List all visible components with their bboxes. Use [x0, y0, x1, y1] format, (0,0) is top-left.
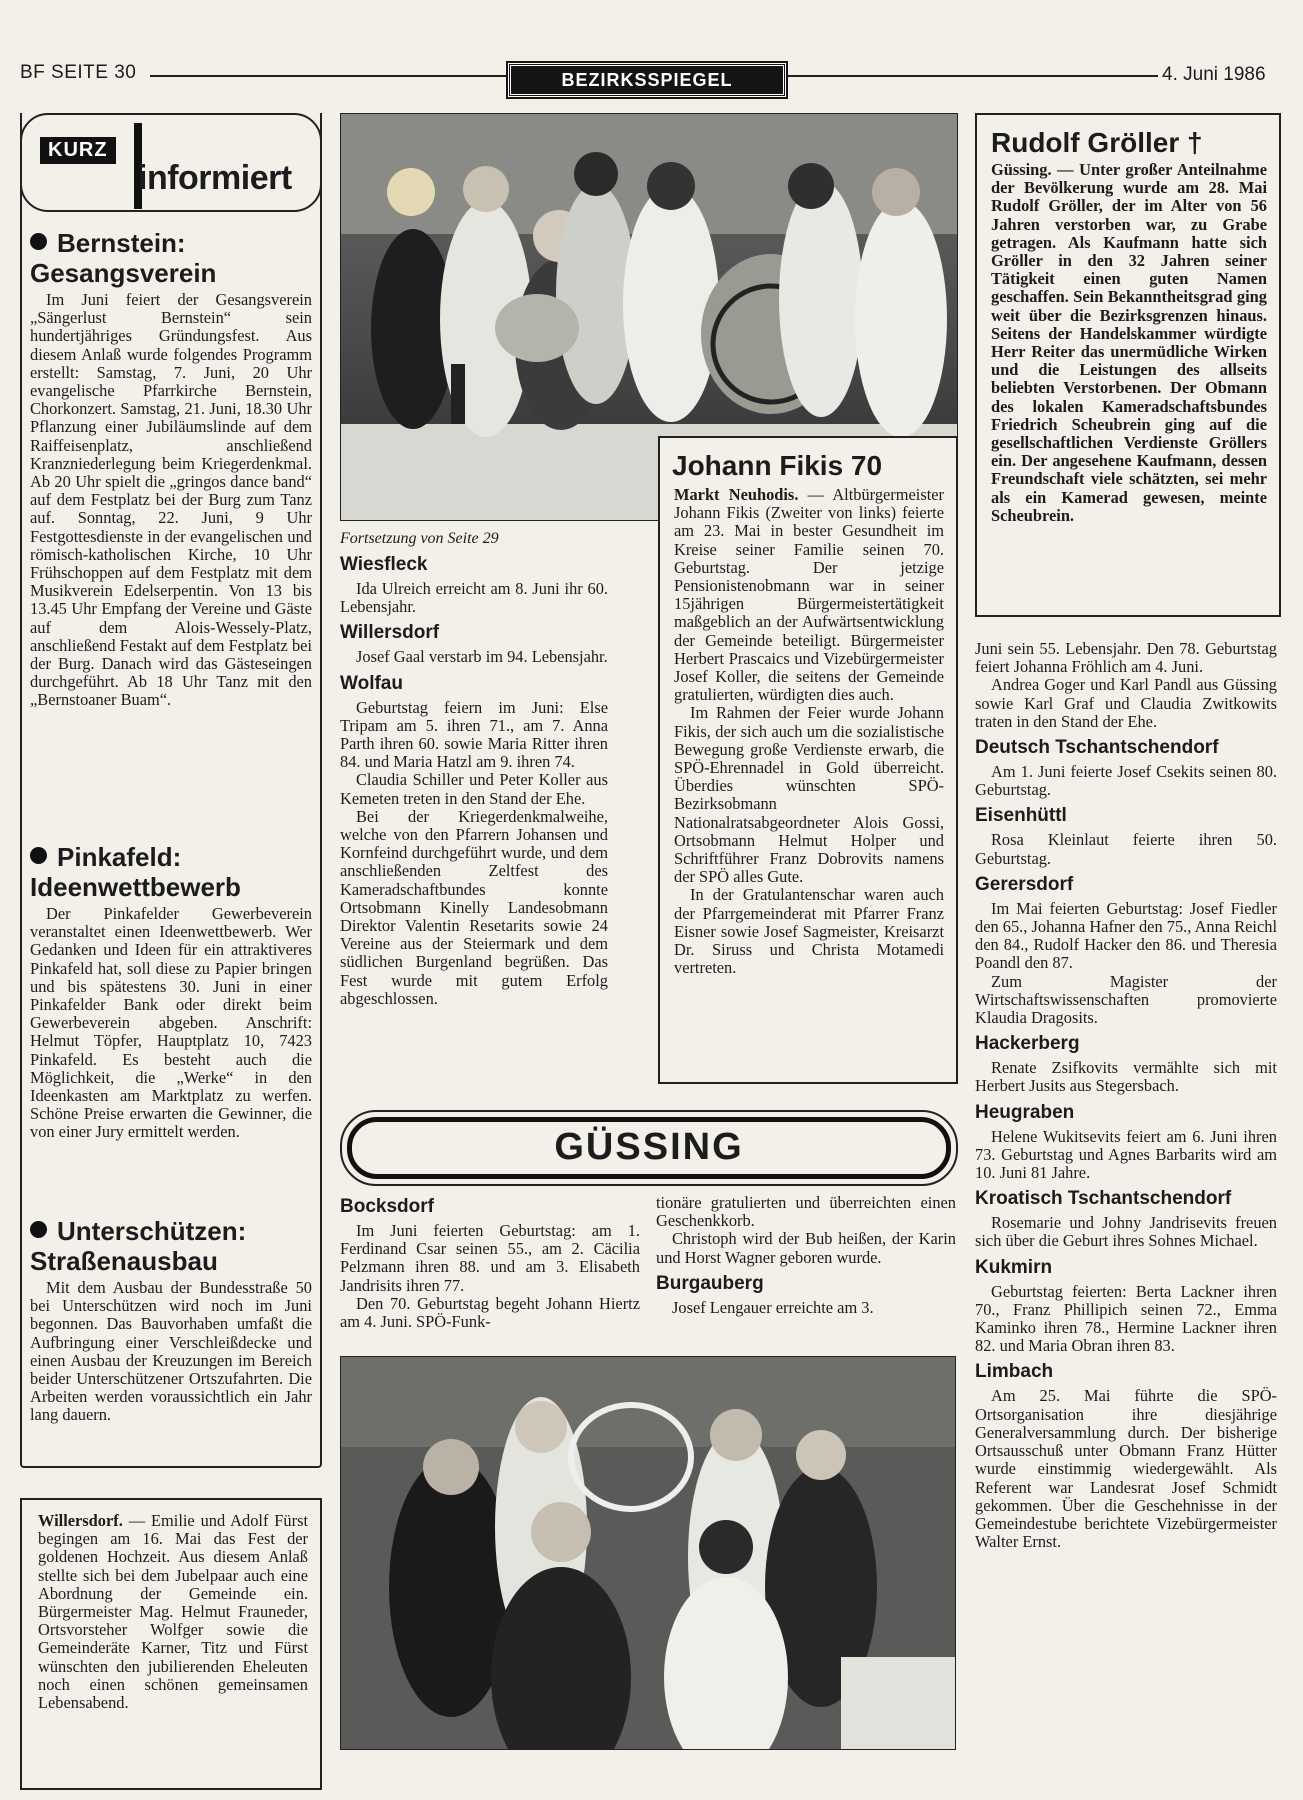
kurz-article-3	[30, 1216, 312, 1425]
place-heading: Eisenhüttl	[975, 805, 1067, 827]
page-date: 4. Juni 1986	[1162, 64, 1266, 85]
fikis-box	[658, 436, 958, 1084]
place-heading: Wiesfleck	[340, 554, 428, 575]
paragraph: Im Mai feierten Geburtstag: Josef Fiedler den 65., Johanna Hafner den 75., Anna Reichl den 84., Rudolf Hacker den 86. und Theresia Poandl den 87.	[975, 898, 1277, 973]
bullet-icon	[30, 1221, 47, 1238]
place-heading: Wolfau	[340, 672, 403, 694]
paragraph: Claudia Schiller und Peter Koller aus Kemeten treten in den Stand der Ehe.	[340, 770, 608, 808]
paragraph: Rosa Kleinlaut feierte ihren 50. Geburtstag.	[975, 830, 1277, 868]
right-column	[975, 640, 1277, 1551]
paragraph: Am 1. Juni feierte Josef Csekits seinen 80. Geburtstag.	[975, 762, 1277, 800]
fikis-lead: Markt Neuhodis.	[674, 485, 799, 504]
groller-title: Rudolf Gröller †	[991, 127, 1203, 158]
kurz-tag: KURZ	[40, 137, 116, 164]
gussing-col-1	[340, 1190, 640, 1331]
place-heading: Bocksdorf	[340, 1196, 434, 1217]
kurz-article-1-title: Bernstein: Gesangsverein	[30, 228, 217, 288]
paragraph: — Altbürgermeister Johann Fikis (Zweiter von links) feierte am 23. Mai in bester Gesundheit im Kreise seiner Familie seinen 70. Geburtstag. Der jetzige Pensionistenobmann war in seiner 15jährigen Bürgermeistertätigkeit maßgeblich an der Aufwärtsentwicklung der Gemeinde beteiligt. Bürgermeister Herbert Prascaics und Vizebürgermeister Josef Koller, die seitens der Gemeinde gratulierten, würdigten dies auch.	[674, 485, 945, 705]
willersdorf-text: — Emilie und Adolf Fürst begingen am 16. Mai das Fest der goldenen Hochzeit. Aus diesem Anlaß stellte sich bei dem Jubelpaar auch eine Abordnung der Gemeinde ein. Bürgermeister Mag. Helmut Frauneder, Ortsvorsteher Wolfger sowie die Gemeinderäte Karner, Titz und Fürst wünschten den jubilierenden Eheleuten noch einen schönen gemeinsamen Lebensabend.	[38, 1511, 308, 1713]
place-heading: Hackerberg	[975, 1033, 1080, 1055]
paragraph: Im Juni feierten Geburtstag: am 1. Ferdinand Csar seinen 55., am 2. Cäcilia Pelzmann ihren 88. und am 3. Elisabeth Jandrisits ihren 77.	[340, 1221, 640, 1295]
paragraph: Juni sein 55. Lebensjahr. Den 78. Geburtstag feiert Johanna Fröhlich am 4. Juni.	[975, 639, 1277, 677]
paragraph: In der Gratulantenschar waren auch der Pfarrgemeinderat mit Pfarrer Franz Eisner sowie Josef Sagmeister, Kreisarzt Dr. Siruss und Christa Motamedi vertreten.	[674, 885, 944, 978]
paragraph: Den 70. Geburtstag begeht Johann Hiertz am 4. Juni. SPÖ-Funk-	[340, 1293, 640, 1332]
kurz-article-1-text: Im Juni feiert der Gesangsverein „Sängerlust Bernstein“ sein hundertjähriges Gründungsfest. Aus diesem Anlaß wurde folgendes Programm erstellt: Samstag, 7. Juni, 20 Uhr evangelische Pfarrkirche Bernstein, Chorkonzert. Samstag, 21. Juni, 18.30 Uhr Pflanzung einer Jubiläumslinde auf dem Raiffeisenplatz, anschließend Kranzniederlegung beim Kriegerdenkmal. Ab 20 Uhr spielt die „gringos dance band“ auf dem Festplatz bei der Burg zum Tanz auf. Sonntag, 22. Juni, 9 Uhr Festgottesdienste in der evangelischen und römisch-katholischen Kirche, 10 Uhr Frühschoppen auf dem Festplatz mit dem Musikverein Edelserpentin. Von 13 bis 13.45 Uhr Empfang der Vereine und Gäste auf dem Alois-Wessely-Platz, anschließend Festakt auf dem Festplatz bei der Burg. Danach wird das Gästeseingen durchgeführt. Ab 18 Uhr Tanz mit den „Bernstoaner Buam“.	[30, 290, 312, 710]
photo-fuerst-couple	[340, 1356, 956, 1750]
paragraph: Josef Gaal verstarb im 94. Lebensjahr.	[356, 647, 608, 667]
paragraph: Bei der Kriegerdenkmalweihe, welche von den Pfarrern Johansen und Kornfeind durchgeführt wurde, und dem anschließenden Zeltfest des Kameradschaftbundes konnte Ortsobmann Kinelly Landesobmann Direktor Valentin Resetarits sowie 24 Vereine aus der Steiermark und dem südlichen Burgenland begrüßen. Das Fest wurde mit gutem Erfolg abgeschlossen.	[340, 806, 608, 1008]
bullet-icon	[30, 233, 47, 250]
paragraph: Josef Lengauer erreichte am 3.	[672, 1297, 874, 1317]
place-heading: Limbach	[975, 1361, 1054, 1383]
place-heading: Kukmirn	[975, 1256, 1053, 1278]
header-rule-right	[788, 75, 1158, 77]
gussing-banner	[340, 1110, 958, 1186]
kurz-title: informiert	[138, 159, 292, 197]
willersdorf-lead: Willersdorf.	[38, 1511, 123, 1530]
paragraph: tionäre gratulierten und überreichten einen Geschenkkorb.	[656, 1193, 956, 1231]
photo-fuerst-scene	[341, 1357, 955, 1749]
place-heading: Willersdorf	[340, 622, 440, 644]
paragraph: Ida Ulreich erreicht am 8. Juni ihr 60. Lebensjahr.	[340, 579, 608, 617]
kurz-article-1	[30, 228, 312, 710]
page-label: BF SEITE 30	[20, 62, 137, 83]
kurz-article-3-text: Mit dem Ausbau der Bundesstraße 50 bei Unterschützen wird noch im Juni begonnen. Das Bauvorhaben umfaßt die Aufbringung einer Verschleißdecke und einen Ausbau der Kreuzungen im Bereich beider Unterschützener Ortszufahrten. Die Arbeiten werden voraussichtlich ein Jahr lang dauern.	[30, 1278, 312, 1425]
gussing-title: GÜSSING	[554, 1126, 744, 1168]
place-heading: Heugraben	[975, 1101, 1075, 1123]
groller-box	[975, 113, 1281, 617]
paragraph: Am 25. Mai führte die SPÖ-Ortsorganisation ihre diesjährige Generalversammlung durch. Der bisherige Ortsausschuß unter Obmann Franz Hütter wurde einstimmig wiedergewählt. Als Referent war Landesrat Josef Schmidt gekommen. Über die Geschehnisse in der Gemeindestube berichtete Vizebürgermeister Walter Ernst.	[975, 1386, 1277, 1552]
paragraph: Geburtstag feiern im Juni: Else Tripam am 5. ihren 71., am 7. Anna Parth ihren 60. sowie Maria Ritter ihren 84. und Maria Hatzl am 9. ihren 74.	[340, 697, 608, 772]
kurz-informiert-logo	[20, 113, 322, 212]
place-heading: Gerersdorf	[975, 873, 1074, 895]
kurz-article-2	[30, 842, 312, 1142]
middle-column	[340, 530, 608, 1008]
paragraph: Im Rahmen der Feier wurde Johann Fikis, der sich auch um die sozialistische Bewegung große Verdienste erwarb, die SPÖ-Ehrennadel in Gold überreicht. Überdies wünschten SPÖ-Bezirksobmann Nationalratsabgeordneter Alois Gossi, Ortsobmann Helmut Holper und Schriftführer Franz Dobrovits namens der SPÖ alles Gute.	[674, 703, 944, 887]
paragraph: Zum Magister der Wirtschaftswissenschaften promovierte Klaudia Dragosits.	[975, 971, 1277, 1028]
gussing-col-2	[656, 1194, 956, 1317]
paragraph: Rosemarie und Johny Jandrisevits freuen sich über die Geburt ihres Sohnes Michael.	[975, 1213, 1277, 1251]
paragraph: Geburtstag feierten: Berta Lackner ihren 70., Franz Phillipich seinen 72., Emma Kaminko ihren 78., Hermine Lackner ihren 82. und Maria Obran ihren 83.	[975, 1281, 1277, 1356]
paragraph: Helene Wukitsevits feiert am 6. Juni ihren 73. Geburtstag und Agnes Barbarits wird am 10. Juni 81 Jahre.	[975, 1126, 1277, 1183]
place-heading: Kroatisch Tschantschendorf	[975, 1188, 1232, 1210]
groller-lead: Güssing.	[991, 160, 1052, 179]
paragraph: Andrea Goger und Karl Pandl aus Güssing sowie Karl Graf und Claudia Zwitkowits traten in den Stand der Ehe.	[975, 675, 1277, 731]
continued-note: Fortsetzung von Seite 29	[340, 530, 499, 547]
fikis-title: Johann Fikis 70	[672, 450, 883, 481]
paragraph: Renate Zsifkovits vermählte sich mit Herbert Jusits aus Stegersbach.	[975, 1058, 1277, 1096]
place-heading: Burgauberg	[656, 1272, 764, 1294]
paragraph: Christoph wird der Bub heißen, der Karin und Horst Wagner geboren wurde.	[656, 1229, 956, 1267]
kurz-article-3-title: Unterschützen: Straßenausbau	[30, 1216, 247, 1276]
groller-text: — Unter großer Anteilnahme der Bevölkerung wurde am 28. Mai Rudolf Gröller, der im Alter von 56 Jahren verstorben war, zu Grabe getragen. Als Kaufmann hatte sich Gröller in den 32 Jahren seiner Tätigkeit einen guten Namen geschaffen. Sein Bekanntheitsgrad ging weit über die Bezirksgrenzen hinaus. Seitens der Handelskammer würdigte Herr Reiter das unermüdliche Wirken und die Leistungen des allseits beliebten Verstorbenen. Der Obmann des lokalen Kameradschaftsbundes Friedrich Scheubrein ging auf die gesellschaftlichen Verdienste Gröllers ein. Der angesehene Kaufmann, dessen Freundschaft viele schätzten, sei mehr als ein Kamerad gewesen, meinte Scheubrein.	[991, 160, 1267, 525]
header-rule-left	[150, 75, 508, 77]
kurz-article-2-title: Pinkafeld: Ideenwettbewerb	[30, 842, 241, 902]
section-title: BEZIRKSSPIEGEL	[508, 63, 786, 97]
willersdorf-box	[20, 1498, 322, 1790]
kurz-article-2-text: Der Pinkafelder Gewerbeverein veranstaltet einen Ideenwettbewerb. Wer Gedanken und Ideen für ein attraktiveres Pinkafeld hat, soll diese zu Papier bringen und bis spätestens 30. Juni in einer Pinkafelder Bank oder direkt beim Gewerbeverein abgeben. Anschrift: Helmut Töpfer, Hauptplatz 10, 7423 Pinkafeld. Es besteht auch die Möglichkeit, die „Werke“ in den Ideenkasten am Marktplatz zu werfen. Schöne Preise erwarten die Gewinner, die von einer Jury ermittelt werden.	[30, 904, 312, 1142]
bullet-icon	[30, 847, 47, 864]
place-heading: Deutsch Tschantschendorf	[975, 737, 1219, 759]
